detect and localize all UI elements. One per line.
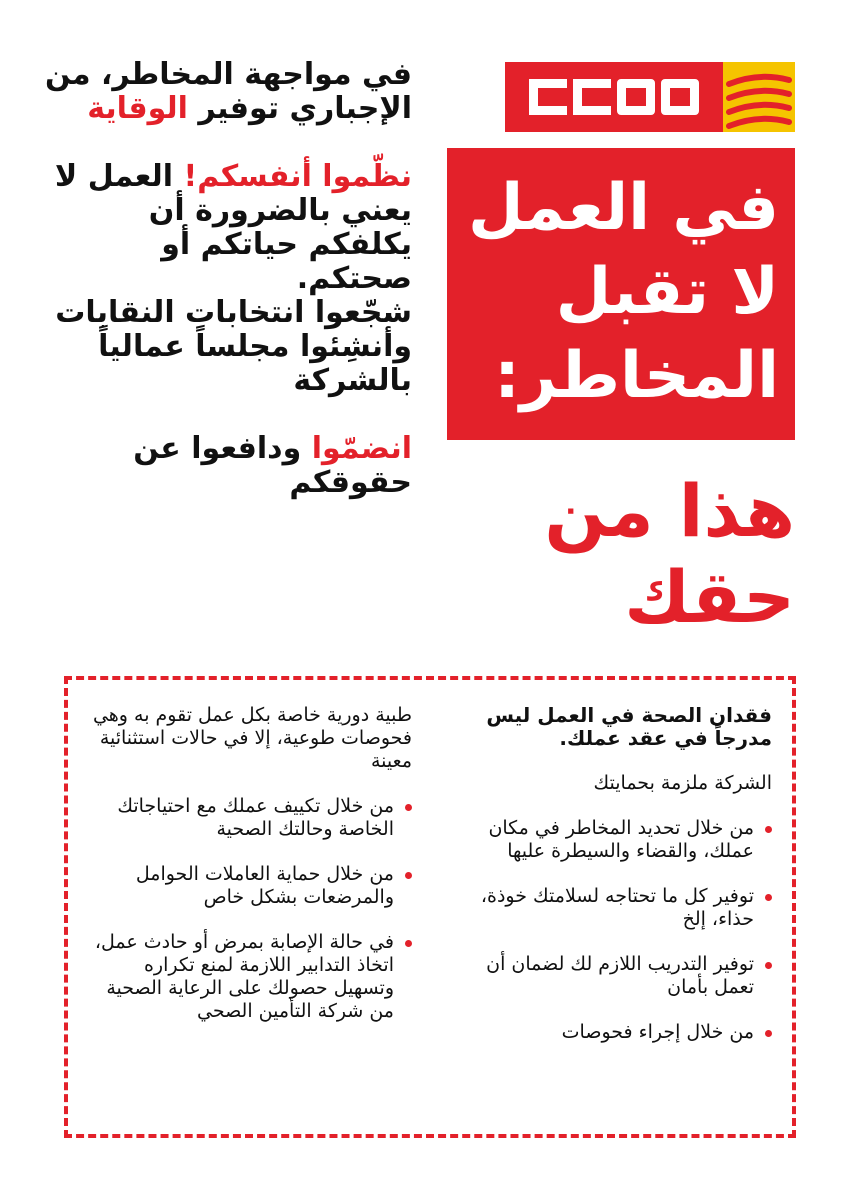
logo-letters — [505, 62, 723, 132]
list-item — [92, 795, 412, 841]
info-column-right — [472, 704, 772, 1066]
list-item — [472, 885, 772, 931]
bullet-icon — [405, 872, 412, 879]
slogan-line-2: لا تقبل — [555, 255, 779, 329]
list-item-text: من خلال تكييف عملك مع احتياجاتك الخاصة وحالتك الصحية — [117, 795, 394, 840]
list-item-text: توفير كل ما تحتاجه لسلامتك خوذة، حذاء، إلخ — [480, 885, 754, 930]
info-column-left — [92, 704, 412, 1045]
logo-letter-o — [617, 79, 655, 115]
list-item — [92, 931, 412, 1023]
p2-text: العمل لا يعني بالضرورة أن يكلفكم حياتكم أو صحتكم. — [54, 159, 412, 296]
bullet-icon — [405, 804, 412, 811]
paragraph-prevention — [40, 58, 412, 126]
slogan-line-1: في العمل — [467, 171, 779, 245]
list-item — [472, 817, 772, 863]
p3-text: شجّعوا انتخابات النقابات وأنشِئوا مجلساً عمالياً بالشركة — [55, 295, 412, 398]
info-heading: فقدان الصحة في العمل ليس مدرجاً في عقد عملك. — [486, 703, 772, 750]
info-list-left — [92, 795, 412, 1023]
info-intro: الشركة ملزمة بحمايتك — [593, 772, 772, 794]
list-item-text: في حالة الإصابة بمرض أو حادث عمل، اتخاذ التدابير اللازمة لمنع تكراره وتسهيل حصولك على الرعاية الصحية من شركة التأمين الصحي — [94, 931, 394, 1022]
logo-letter-o — [661, 79, 699, 115]
bullet-icon — [765, 894, 772, 901]
list-item — [472, 1021, 772, 1044]
headline — [447, 468, 795, 640]
paragraph-organize — [40, 160, 412, 296]
p4-highlight: انضمّوا — [311, 431, 412, 466]
headline-line-1: هذا من — [544, 469, 795, 553]
list-item-text: من خلال إجراء فحوصات — [561, 1021, 754, 1043]
bullet-icon — [405, 940, 412, 947]
bullet-icon — [765, 826, 772, 833]
logo-letter-c — [529, 79, 567, 115]
p4-text: ودافعوا عن حقوقكم — [133, 431, 412, 500]
info-continuation: طبية دورية خاصة بكل عمل تقوم به وهي فحوصات طوعية، إلا في حالات استثنائية معينة — [92, 704, 412, 772]
logo-letter-c — [573, 79, 611, 115]
p1-text: في مواجهة المخاطر، من الإجباري توفير — [44, 57, 412, 126]
list-item — [92, 863, 412, 909]
slogan-line-3: المخاطر: — [494, 339, 779, 413]
ccoo-logo — [505, 62, 795, 132]
paragraph-elections — [40, 296, 412, 398]
bullet-icon — [765, 1030, 772, 1037]
left-column — [40, 58, 412, 500]
catalan-flag-icon — [723, 62, 795, 132]
p2-highlight: نظّموا أنفسكم! — [183, 159, 412, 194]
bullet-icon — [765, 962, 772, 969]
headline-line-2: حقك — [624, 555, 795, 639]
info-list-right — [472, 817, 772, 1044]
list-item-text: من خلال حماية العاملات الحوامل والمرضعات بشكل خاص — [135, 863, 394, 908]
p1-highlight: الوقاية — [87, 91, 188, 126]
slogan-box — [447, 148, 795, 440]
paragraph-join — [40, 432, 412, 500]
list-item-text: من خلال تحديد المخاطر في مكان عملك، والقضاء والسيطرة عليها — [488, 817, 754, 862]
info-box — [64, 676, 796, 1138]
list-item-text: توفير التدريب اللازم لك لضمان أن تعمل بأمان — [486, 953, 754, 998]
list-item — [472, 953, 772, 999]
